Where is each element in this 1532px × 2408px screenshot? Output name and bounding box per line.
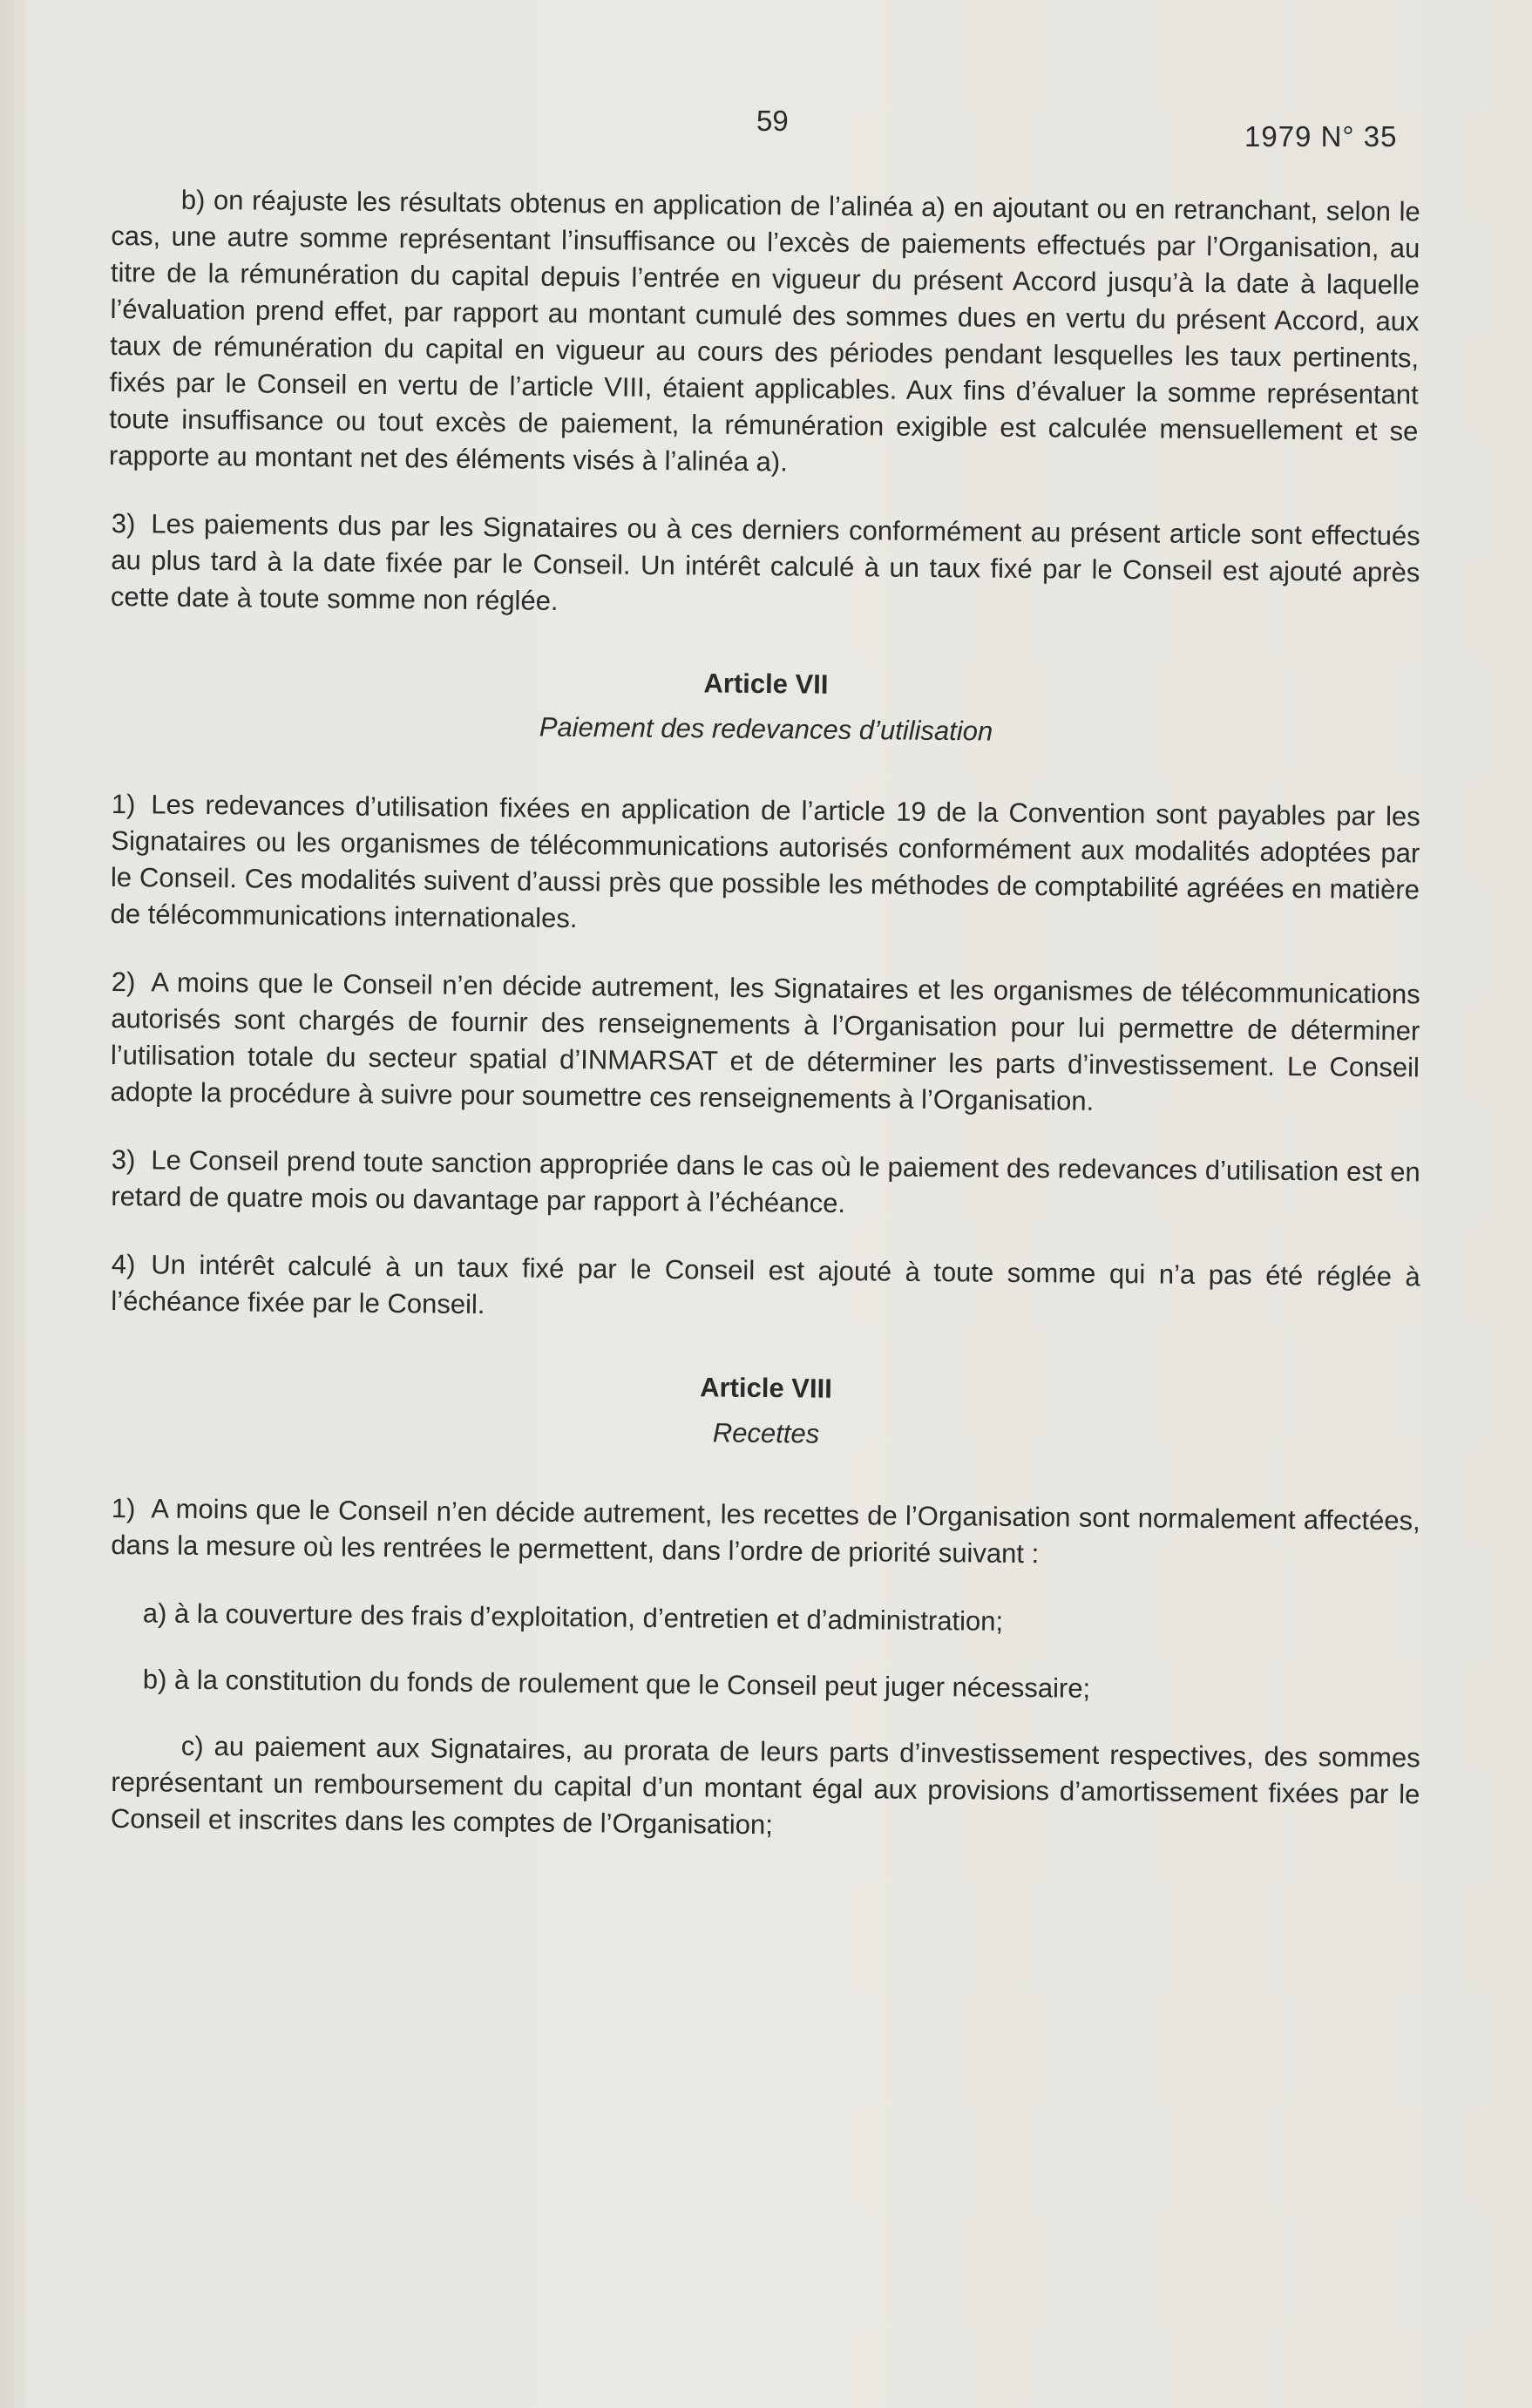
- paragraph-3-payments: [111, 505, 1420, 627]
- paragraph-text: A moins que le Conseil n’en décide autrement, les recettes de l’Organisation sont normalement affectées, dans la mesure où les rentrées le permettent, dans l’ordre de priorité suivant :: [111, 1493, 1420, 1570]
- article-vii-paragraph-4: [111, 1246, 1420, 1332]
- paragraph-number: 1): [111, 1492, 136, 1524]
- article-vii-title: Article VII: [703, 668, 829, 700]
- article-vii-paragraph-3: [111, 1142, 1420, 1227]
- page-body: [108, 181, 1420, 1867]
- list-item-c: c) au paiement aux Signataires, au prorata de leurs parts d’investissement respectives, des sommes représentant un remboursement du capital d’un montant égal aux provisions d’amortissement fixées par le Conseil et inscrites dans les comptes de l’Organisation;: [110, 1730, 1420, 1841]
- paragraph-text: Les redevances d’utilisation fixées en application de l’article 19 de la Convention sont payables par les Signataires ou les organismes de télécommunications autorisés conformément aux modalités adoptées par le Conseil. Ces modalités suivent d’aussi près que possible les méthodes de comptabilité agréées en matière de télécommunications internationales.: [110, 789, 1420, 934]
- paragraph-text: A moins que le Conseil n’en décide autrement, les Signataires et les organismes de télécommunications autorisés sont chargés de fournir des renseignements à l’Organisation pour lui permettre de déterminer l’utilisation totale du secteur spatial d’INMARSAT et de déterminer les parts d’investissement. Le Conseil adopte la procédure à suivre pour soumettre ces renseignements à l’Organisation.: [110, 967, 1420, 1116]
- article-viii-paragraph-1: [111, 1490, 1420, 1576]
- paragraph-number: 3): [111, 1143, 136, 1176]
- page-number: 59: [756, 105, 789, 137]
- article-vii-paragraph-1: [110, 786, 1420, 945]
- paragraph-number: 3): [111, 507, 136, 539]
- article-viii-subtitle: Recettes: [712, 1417, 820, 1449]
- paragraph-number: 4): [111, 1248, 136, 1280]
- paragraph-text: Le Conseil prend toute sanction appropriée dans le cas où le paiement des redevances d’utilisation est en retard de quatre mois ou davantage par rapport à l’échéance.: [111, 1144, 1420, 1219]
- paragraph-number: 2): [111, 966, 136, 998]
- article-vii-subtitle: Paiement des redevances d’utilisation: [539, 711, 993, 747]
- paragraph-text: Les paiements dus par les Signataires ou à ces derniers conformément au présent article sont effectués au plus tard à la date fixée par le Conseil. Un intérêt calculé à un taux fixé par le Conseil est ajouté après cette date à toute somme non réglée.: [110, 508, 1420, 616]
- list-item-a: a) à la couverture des frais d’exploitation, d’entretien et d’administration;: [142, 1597, 1004, 1637]
- list-item-b: b) à la constitution du fonds de roulement que le Conseil peut juger nécessaire;: [142, 1664, 1091, 1704]
- paragraph-number: 1): [111, 788, 136, 820]
- article-viii-title: Article VIII: [700, 1372, 832, 1404]
- paragraph-b: b) on réajuste les résultats obtenus en application de l’alinéa a) en ajoutant ou en retranchant, selon le cas, une autre somme représentant l’insuffisance ou l’excès de paiements effectués par l’Organisation, au titre de la rémunération du capital depuis l’entrée en vigueur du présent Accord jusqu’à la date à laquelle l’évaluation prend effet, par rapport au montant cumulé des sommes dues en vertu du présent Accord, aux taux de rémunération du capital en vigueur au cours des périodes pendant lesquelles les taux pertinents, fixés par le Conseil en vertu de l’article VIII, étaient applicables. Aux fins d’évaluer la somme représentant toute insuffisance ou tout excès de paiement, la rémunération exigible est calculée mensuellement et se rapporte au montant net des éléments visés à l’alinéa a).: [108, 184, 1420, 478]
- article-vii-paragraph-2: [110, 964, 1420, 1123]
- paragraph-text: Un intérêt calculé à un taux fixé par le Conseil est ajouté à toute somme qui n’a pas été réglée à l’échéance fixée par le Conseil.: [111, 1249, 1420, 1320]
- publication-reference: 1979 N° 35: [1244, 120, 1398, 153]
